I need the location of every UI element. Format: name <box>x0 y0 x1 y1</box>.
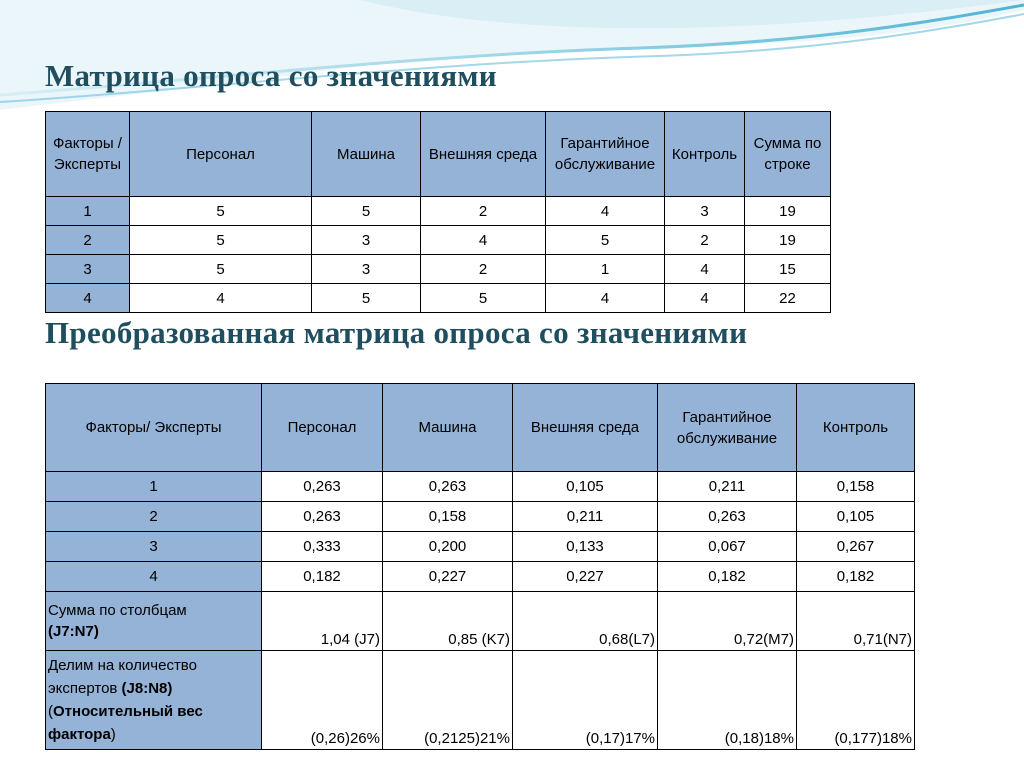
table-row <box>46 255 831 284</box>
value-cell: 0,333 <box>262 532 383 562</box>
header-cell: Гарантийное обслуживание <box>546 112 665 197</box>
header-cell: Гарантийное обслуживание <box>658 384 797 472</box>
value-cell: 5 <box>312 284 421 313</box>
column-sum-value: 0,72(M7) <box>658 592 797 651</box>
column-sum-label <box>46 592 262 651</box>
value-cell: 0,133 <box>513 532 658 562</box>
relative-weight-line1: Делим на количество <box>48 657 197 674</box>
header-cell: Контроль <box>665 112 745 197</box>
transformed-matrix-table <box>45 383 915 750</box>
header-cell: Факторы/ Эксперты <box>46 384 262 472</box>
relative-weight-value: (0,177)18% <box>797 651 915 750</box>
relative-weight-value: (0,26)26% <box>262 651 383 750</box>
value-cell: 0,263 <box>383 472 513 502</box>
transformed-matrix-title: Преобразованная матрица опроса со значениями <box>45 315 748 350</box>
value-cell: 2 <box>421 197 546 226</box>
column-sum-value: 0,68(L7) <box>513 592 658 651</box>
table-row <box>46 284 831 313</box>
relative-weight-heading: Относительный вес <box>53 703 203 720</box>
column-sum-label-ref: (J7:N7) <box>48 623 99 640</box>
value-cell: 4 <box>665 284 745 313</box>
expert-cell: 1 <box>46 472 262 502</box>
expert-cell: 2 <box>46 226 130 255</box>
value-cell: 4 <box>421 226 546 255</box>
column-sum-value: 0,71(N7) <box>797 592 915 651</box>
header-cell: Контроль <box>797 384 915 472</box>
table-header-row <box>46 384 915 472</box>
expert-cell: 3 <box>46 255 130 284</box>
value-cell: 0,182 <box>658 562 797 592</box>
column-sum-value: 0,85 (K7) <box>383 592 513 651</box>
relative-weight-row <box>46 651 915 750</box>
value-cell: 5 <box>312 197 421 226</box>
value-cell: 0,263 <box>262 472 383 502</box>
sum-cell: 19 <box>745 226 831 255</box>
value-cell: 4 <box>665 255 745 284</box>
header-cell: Сумма по строке <box>745 112 831 197</box>
value-cell: 0,182 <box>797 562 915 592</box>
header-cell: Машина <box>383 384 513 472</box>
value-cell: 3 <box>665 197 745 226</box>
relative-weight-label: Делим на количество экспертов (J8:N8) (Относительный вес фактора) <box>46 651 262 750</box>
value-cell: 3 <box>312 255 421 284</box>
relative-weight-line2: экспертов <box>48 680 118 697</box>
header-cell: Факторы / Эксперты <box>46 112 130 197</box>
column-sum-row <box>46 592 915 651</box>
value-cell: 5 <box>546 226 665 255</box>
relative-weight-factor: фактора <box>48 726 111 743</box>
value-cell: 4 <box>546 197 665 226</box>
header-cell: Персонал <box>130 112 312 197</box>
value-cell: 0,227 <box>383 562 513 592</box>
expert-cell: 4 <box>46 562 262 592</box>
header-cell: Внешняя среда <box>421 112 546 197</box>
table-row <box>46 532 915 562</box>
expert-cell: 2 <box>46 502 262 532</box>
header-cell: Персонал <box>262 384 383 472</box>
value-cell: 0,211 <box>513 502 658 532</box>
table-row <box>46 197 831 226</box>
sum-cell: 19 <box>745 197 831 226</box>
table-row <box>46 502 915 532</box>
column-sum-label-text: Сумма по столбцам <box>48 602 187 619</box>
relative-weight-value: (0,18)18% <box>658 651 797 750</box>
table-header-row <box>46 112 831 197</box>
value-cell: 0,267 <box>797 532 915 562</box>
value-cell: 0,200 <box>383 532 513 562</box>
value-cell: 0,227 <box>513 562 658 592</box>
value-cell: 5 <box>421 284 546 313</box>
value-cell: 1 <box>546 255 665 284</box>
header-cell: Внешняя среда <box>513 384 658 472</box>
value-cell: 0,105 <box>513 472 658 502</box>
relative-weight-value: (0,2125)21% <box>383 651 513 750</box>
value-cell: 2 <box>665 226 745 255</box>
table-row <box>46 562 915 592</box>
value-cell: 0,211 <box>658 472 797 502</box>
value-cell: 0,263 <box>262 502 383 532</box>
header-cell: Машина <box>312 112 421 197</box>
expert-cell: 1 <box>46 197 130 226</box>
value-cell: 2 <box>421 255 546 284</box>
value-cell: 0,105 <box>797 502 915 532</box>
sum-cell: 22 <box>745 284 831 313</box>
sum-cell: 15 <box>745 255 831 284</box>
value-cell: 4 <box>546 284 665 313</box>
survey-matrix-table <box>45 111 831 313</box>
value-cell: 0,182 <box>262 562 383 592</box>
expert-cell: 4 <box>46 284 130 313</box>
matrix-title: Матрица опроса со значениями <box>45 58 497 93</box>
table-row <box>46 226 831 255</box>
table-row <box>46 472 915 502</box>
value-cell: 0,158 <box>797 472 915 502</box>
value-cell: 0,263 <box>658 502 797 532</box>
column-sum-value: 1,04 (J7) <box>262 592 383 651</box>
value-cell: 0,158 <box>383 502 513 532</box>
value-cell: 5 <box>130 226 312 255</box>
relative-weight-value: (0,17)17% <box>513 651 658 750</box>
value-cell: 5 <box>130 197 312 226</box>
value-cell: 3 <box>312 226 421 255</box>
value-cell: 4 <box>130 284 312 313</box>
value-cell: 5 <box>130 255 312 284</box>
relative-weight-ref: (J8:N8) <box>121 680 173 697</box>
value-cell: 0,067 <box>658 532 797 562</box>
expert-cell: 3 <box>46 532 262 562</box>
